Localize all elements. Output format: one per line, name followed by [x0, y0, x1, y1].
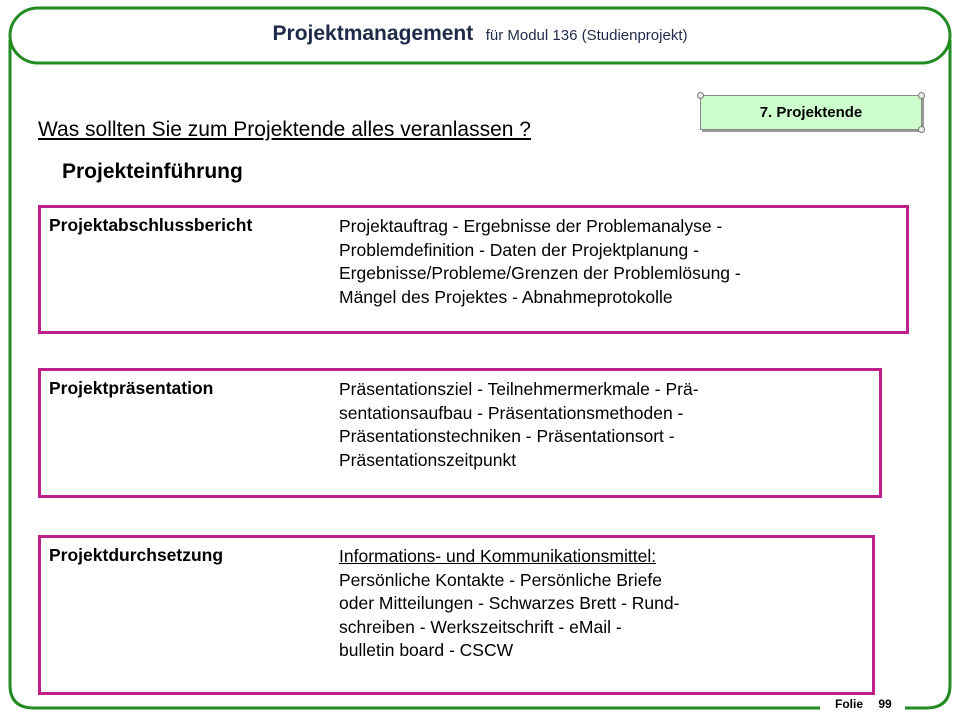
- desc-line: Präsentationsziel - Teilnehmermerkmale - Prä-: [339, 379, 699, 399]
- page-number: 99: [878, 697, 892, 711]
- box-praesentation: [38, 368, 882, 498]
- header-subtitle: für Modul 136 (Studienprojekt): [485, 27, 688, 44]
- box-abschlussbericht: [38, 205, 909, 334]
- chapter-tag-label: 7. Projektende: [759, 104, 863, 121]
- desc-line: Projektauftrag - Ergebnisse der Problemanalyse -: [339, 216, 723, 236]
- desc-line: Präsentationszeitpunkt: [339, 449, 517, 470]
- section-title: Projekteinführung: [62, 160, 243, 183]
- box-description: [339, 545, 679, 663]
- desc-line: Informations- und Kommunikationsmittel:: [339, 546, 657, 566]
- desc-line: bulletin board - CSCW: [339, 640, 514, 660]
- box-term: Projektdurchsetzung: [49, 545, 224, 565]
- pin-icon: [697, 92, 704, 99]
- slide-footer: [831, 697, 896, 711]
- chapter-tag: [700, 95, 922, 130]
- pin-icon: [918, 92, 925, 99]
- box-term: Projektpräsentation: [49, 378, 214, 398]
- desc-line: Persönliche Kontakte - Persönliche Briefe: [339, 569, 662, 590]
- slide-header: [0, 22, 960, 46]
- desc-line: Problemdefinition - Daten der Projektplanung -: [339, 239, 699, 260]
- box-description: [339, 215, 741, 309]
- box-description: [339, 378, 699, 472]
- desc-line: Präsentationstechniken - Präsentationsort -: [339, 426, 675, 446]
- box-durchsetzung: [38, 535, 875, 695]
- footer-label: Folie: [835, 697, 864, 711]
- question-heading: Was sollten Sie zum Projektende alles veranlassen ?: [38, 118, 531, 141]
- desc-line: sentationsaufbau - Präsentationsmethoden -: [339, 402, 684, 423]
- box-term: Projektabschlussbericht: [49, 215, 253, 235]
- header-title: Projektmanagement: [272, 22, 474, 45]
- desc-line: Ergebnisse/Probleme/Grenzen der Problemlösung -: [339, 263, 741, 283]
- pin-icon: [918, 126, 925, 133]
- desc-line: schreiben - Werkszeitschrift - eMail -: [339, 616, 622, 637]
- desc-line: oder Mitteilungen - Schwarzes Brett - Rund-: [339, 593, 680, 613]
- desc-line: Mängel des Projektes - Abnahmeprotokolle: [339, 286, 673, 307]
